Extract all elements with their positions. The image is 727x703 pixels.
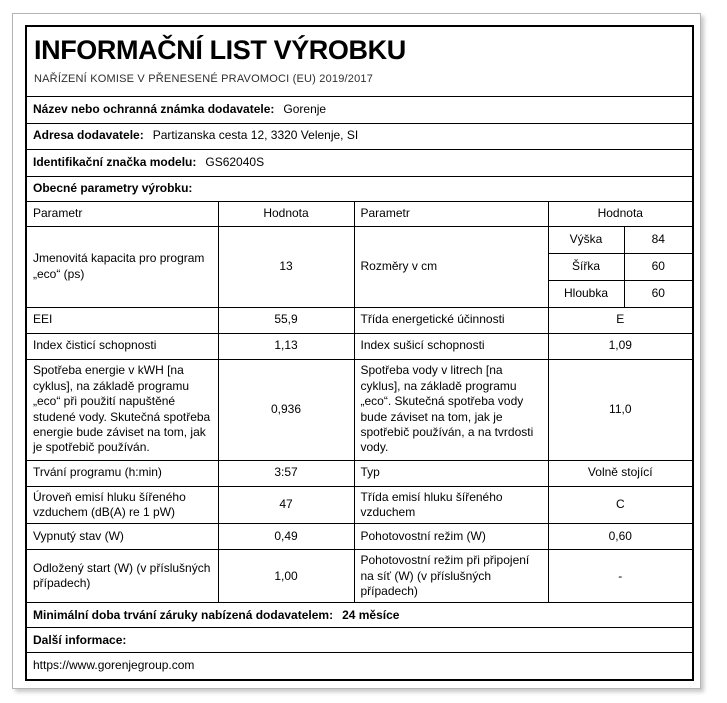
parameter-label-cell: Třída energetické účinnosti — [354, 307, 548, 333]
dimension-label-cell: Šířka — [548, 253, 624, 280]
warranty-row — [26, 603, 693, 628]
parameter-label-cell: Odložený start (W) (v příslušných případech) — [26, 550, 218, 603]
table-row — [26, 359, 693, 460]
parameter-label-cell: Spotřeba energie v kWH [na cyklus], na základě programu „eco“ při použití napuštěné studené vody. Skutečná spotřeba energie bude záviset na tom, jak je spotřebič používán. — [26, 359, 218, 460]
supplier-name-label: Název nebo ochranná známka dodavatele: — [33, 101, 275, 116]
general-parameters-section-header: Obecné parametry výrobku: — [26, 176, 693, 201]
dimension-label-cell: Výška — [548, 226, 624, 253]
parameter-value-cell: 55,9 — [218, 307, 354, 333]
parameter-value-cell: Volně stojící — [548, 460, 693, 486]
parameter-label-cell: Pohotovostní režim při připojení na síť (W) (v příslušných případech) — [354, 550, 548, 603]
website-row — [26, 653, 693, 680]
parameter-value-cell: C — [548, 486, 693, 524]
supplier-address-value: Partizanska cesta 12, 3320 Velenje, SI — [152, 128, 359, 143]
model-id-label: Identifikační značka modelu: — [33, 154, 197, 169]
dimension-value-cell: 84 — [624, 226, 693, 253]
parameter-label-cell: Index čisticí schopnosti — [26, 333, 218, 359]
table-row-capacity-dimensions — [26, 226, 693, 253]
model-id-row — [26, 149, 693, 176]
parameter-label-cell: EEI — [26, 307, 218, 333]
column-header-hodnota-right: Hodnota — [548, 201, 693, 226]
parameter-label-cell: Typ — [354, 460, 548, 486]
parameter-value-cell: E — [548, 307, 693, 333]
supplier-name-row — [26, 96, 693, 123]
column-header-hodnota-left: Hodnota — [218, 201, 354, 226]
regulation-subtitle: NAŘÍZENÍ KOMISE V PŘENESENÉ PRAVOMOCI (EU) 2019/2017 — [34, 72, 374, 85]
column-header-parametr-right: Parametr — [354, 201, 548, 226]
document-header — [26, 26, 693, 96]
parameter-label-cell: Index sušicí schopnosti — [354, 333, 548, 359]
parameter-value-cell: 1,00 — [218, 550, 354, 603]
parameter-value-cell: 0,936 — [218, 359, 354, 460]
column-header-row — [26, 201, 693, 226]
parameter-value-cell: 1,09 — [548, 333, 693, 359]
product-info-table — [25, 25, 694, 681]
parameter-label-cell: Spotřeba vody v litrech [na cyklus], na základě programu „eco“. Skutečná spotřeba vody bude záviset na tom, jak je spotřebič používán, a na tvrdosti vody. — [354, 359, 548, 460]
parameter-value-cell: 47 — [218, 486, 354, 524]
product-information-sheet — [25, 25, 694, 681]
document-title: INFORMAČNÍ LIST VÝROBKU — [34, 34, 406, 65]
warranty-label: Minimální doba trvání záruky nabízená dodavatelem: — [33, 607, 334, 622]
table-row — [26, 460, 693, 486]
parameter-label-cell: Pohotovostní režim (W) — [354, 524, 548, 550]
table-row — [26, 307, 693, 333]
more-info-label: Další informace: — [33, 632, 127, 647]
parameter-value-cell: 11,0 — [548, 359, 693, 460]
table-row — [26, 486, 693, 524]
dimension-label-cell: Hloubka — [548, 280, 624, 307]
parameter-label-cell: Vypnutý stav (W) — [26, 524, 218, 550]
table-row — [26, 550, 693, 603]
more-info-row — [26, 628, 693, 653]
parameter-value-cell: 3:57 — [218, 460, 354, 486]
parameter-label-cell: Úroveň emisí hluku šířeného vzduchem (dB(A) re 1 pW) — [26, 486, 218, 524]
model-id-value: GS62040S — [205, 154, 265, 169]
parameter-label-cell: Trvání programu (h:min) — [26, 460, 218, 486]
parameter-value-cell: 0,60 — [548, 524, 693, 550]
parameter-value-cell: 0,49 — [218, 524, 354, 550]
supplier-address-row — [26, 123, 693, 149]
website-url: https://www.gorenjegroup.com — [33, 658, 195, 673]
supplier-name-value: Gorenje — [283, 101, 327, 116]
parameter-value-cell: 1,13 — [218, 333, 354, 359]
parameter-value-cell: 13 — [218, 226, 354, 307]
parameter-label-cell: Jmenovitá kapacita pro program „eco“ (ps) — [26, 226, 218, 307]
column-header-parametr-left: Parametr — [26, 201, 218, 226]
warranty-value: 24 měsíce — [342, 607, 400, 622]
parameter-value-cell: - — [548, 550, 693, 603]
parameter-label-cell: Rozměry v cm — [354, 226, 548, 307]
dimension-value-cell: 60 — [624, 253, 693, 280]
table-row — [26, 333, 693, 359]
supplier-address-label: Adresa dodavatele: — [33, 128, 144, 143]
document-page — [12, 13, 701, 689]
parameter-label-cell: Třída emisí hluku šířeného vzduchem — [354, 486, 548, 524]
dimension-value-cell: 60 — [624, 280, 693, 307]
table-row — [26, 524, 693, 550]
